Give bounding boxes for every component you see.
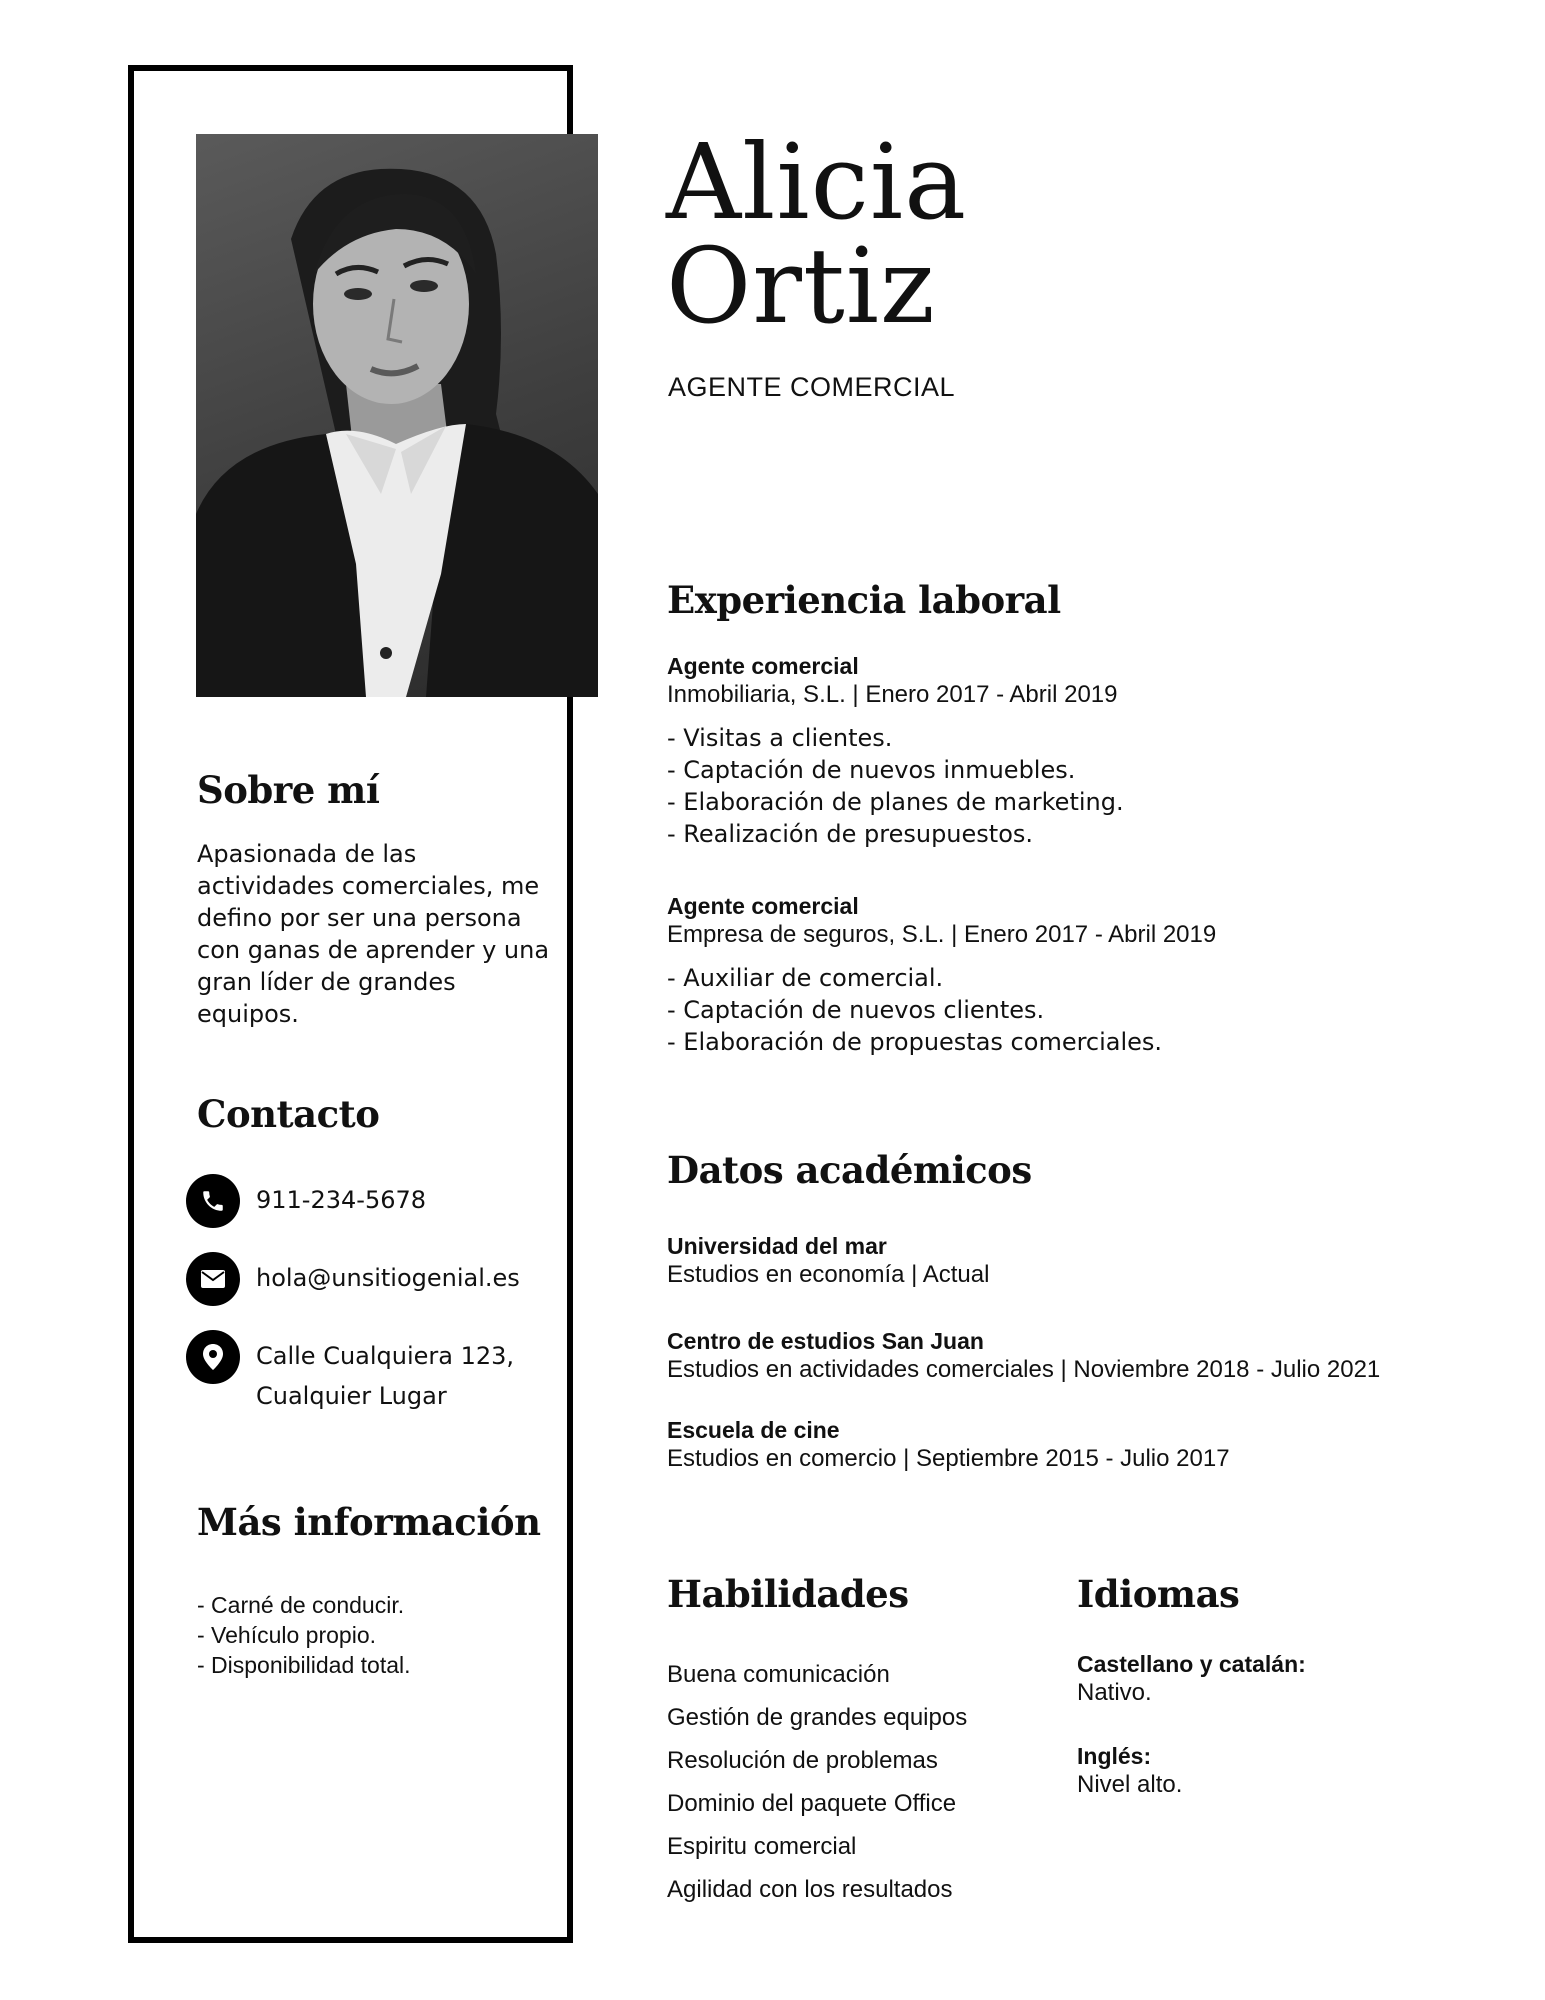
- school-name: Centro de estudios San Juan: [667, 1328, 984, 1354]
- address: [256, 1330, 514, 1416]
- about-text: Apasionada de las actividades comerciales, me defino por ser una persona con ganas de aprender y una gran líder de grandes equipos.: [197, 840, 550, 1028]
- education-entry: [667, 1416, 1230, 1474]
- job-entry: [667, 652, 1124, 850]
- about-heading: Sobre mí: [197, 768, 380, 812]
- language-level: Nivel alto.: [1077, 1771, 1183, 1798]
- job-title: AGENTE COMERCIAL: [668, 372, 956, 402]
- contact-email-row: [186, 1252, 520, 1306]
- education-heading: Datos académicos: [667, 1148, 1032, 1192]
- education-entry: [667, 1232, 989, 1290]
- more-info-heading: Más información: [197, 1500, 541, 1544]
- list-item: - Vehículo propio.: [197, 1622, 377, 1648]
- contact-phone-row: [186, 1174, 426, 1228]
- more-info-list: [197, 1590, 411, 1680]
- envelope-icon: [186, 1252, 240, 1306]
- list-item: - Auxiliar de comercial.: [667, 964, 944, 992]
- list-item: - Captación de nuevos clientes.: [667, 996, 1045, 1024]
- job-company: Inmobiliaria, S.L. | Enero 2017 - Abril 2019: [667, 681, 1118, 708]
- list-item: - Realización de presupuestos.: [667, 820, 1034, 848]
- language-name: Castellano y catalán:: [1077, 1651, 1306, 1677]
- job-tasks: [667, 722, 1124, 850]
- language-name: Inglés:: [1077, 1743, 1152, 1769]
- full-name: [666, 121, 968, 347]
- address-line-1: Calle Cualquiera 123,: [256, 1342, 515, 1370]
- email-address[interactable]: hola@unsitiogenial.es: [256, 1264, 520, 1292]
- map-pin-icon: [186, 1330, 240, 1384]
- job-company: Empresa de seguros, S.L. | Enero 2017 - Abril 2019: [667, 921, 1217, 948]
- portrait-illustration: [196, 134, 598, 697]
- job-entry: [667, 892, 1216, 1058]
- skills-heading: Habilidades: [667, 1572, 909, 1616]
- list-item: - Visitas a clientes.: [667, 724, 893, 752]
- list-item: Agilidad con los resultados: [667, 1876, 953, 1903]
- phone-number[interactable]: 911-234-5678: [256, 1186, 427, 1214]
- list-item: - Elaboración de planes de marketing.: [667, 788, 1124, 816]
- language-level: Nativo.: [1077, 1679, 1152, 1706]
- school-detail: Estudios en actividades comerciales | Noviembre 2018 - Julio 2021: [667, 1356, 1381, 1383]
- languages-heading: Idiomas: [1077, 1572, 1240, 1616]
- job-title: Agente comercial: [667, 653, 859, 679]
- list-item: Buena comunicación: [667, 1661, 890, 1688]
- job-title: Agente comercial: [667, 893, 859, 919]
- list-item: Resolución de problemas: [667, 1747, 938, 1774]
- contact-heading: Contacto: [197, 1092, 380, 1136]
- education-entry: [667, 1327, 1380, 1385]
- list-item: - Disponibilidad total.: [197, 1652, 411, 1678]
- phone-icon: [186, 1174, 240, 1228]
- list-item: Gestión de grandes equipos: [667, 1704, 968, 1731]
- language-entry: [1077, 1650, 1306, 1708]
- list-item: Dominio del paquete Office: [667, 1790, 957, 1817]
- skills-list: [667, 1653, 967, 1911]
- job-tasks: [667, 962, 1216, 1058]
- school-detail: Estudios en comercio | Septiembre 2015 - Julio 2017: [667, 1445, 1230, 1472]
- list-item: - Carné de conducir.: [197, 1592, 405, 1618]
- contact-address-row: [186, 1330, 514, 1416]
- address-line-2: Cualquier Lugar: [256, 1382, 447, 1410]
- school-name: Escuela de cine: [667, 1417, 840, 1443]
- last-name: Ortiz: [666, 225, 936, 347]
- experience-heading: Experiencia laboral: [667, 578, 1061, 622]
- language-entry: [1077, 1742, 1182, 1800]
- list-item: - Captación de nuevos inmuebles.: [667, 756, 1076, 784]
- school-name: Universidad del mar: [667, 1233, 887, 1259]
- profile-photo: [196, 134, 598, 697]
- list-item: Espiritu comercial: [667, 1833, 857, 1860]
- first-name: Alicia: [666, 121, 968, 243]
- school-detail: Estudios en economía | Actual: [667, 1261, 990, 1288]
- list-item: - Elaboración de propuestas comerciales.: [667, 1028, 1163, 1056]
